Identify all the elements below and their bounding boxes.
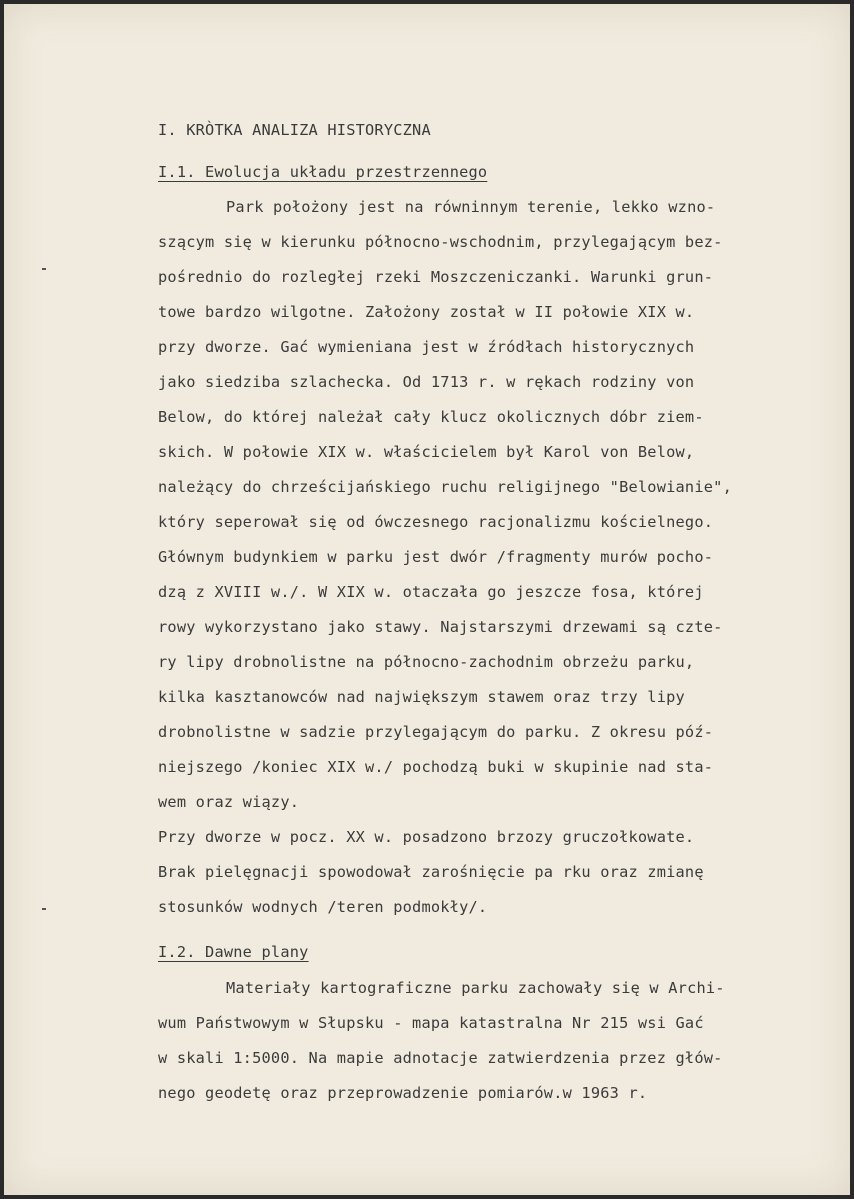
paragraph-line: towe bardzo wilgotne. Założony został w II połowie XIX w. [158,303,695,321]
paragraph-line: rowy wykorzystano jako stawy. Najstarszymi drzewami są czte- [158,618,723,636]
paragraph-line: wem oraz wiązy. [158,793,300,811]
paragraph-line: który seperował się od ówczesnego racjonalizmu kościelnego. [158,513,714,531]
paragraph-line: dzą z XVIII w./. W XIX w. otaczała go jeszcze fosa, której [158,583,704,601]
punch-mark [42,268,46,270]
paragraph-line: szącym się w kierunku północno-wschodnim, przylegającym bez- [158,233,723,251]
paragraph-line: niejszego /koniec XIX w./ pochodzą buki w skupinie nad sta- [158,758,714,776]
document-heading: I. KRÒTKA ANALIZA HISTORYCZNA [158,121,431,139]
paragraph-line: Below, do której należał cały klucz okolicznych dóbr ziem- [158,408,704,426]
section-2-title: I.2. Dawne plany [158,943,309,961]
section-1-title: I.1. Ewolucja układu przestrzennego [158,163,488,181]
paragraph-line: Głównym budynkiem w parku jest dwór /fragmenty murów pocho- [158,548,714,566]
paragraph-line: należący do chrześcijańskiego ruchu religijnego "Belowianie", [158,478,732,496]
paragraph-line: kilka kasztanowców nad największym stawem oraz trzy lipy [158,688,685,706]
paragraph-line: wum Państwowym w Słupsku - mapa katastralna Nr 215 wsi Gać [158,1014,704,1032]
paragraph-line: przy dworze. Gać wymieniana jest w źródłach historycznych [158,338,695,356]
document-page [4,4,850,1195]
paragraph-line: Park położony jest na równinnym terenie, lekko wzno- [226,198,716,216]
punch-mark [42,908,46,910]
paragraph-line: pośrednio do rozległej rzeki Moszczeniczanki. Warunki grun- [158,268,714,286]
paragraph-line: jako siedziba szlachecka. Od 1713 r. w rękach rodziny von [158,373,695,391]
paragraph-line: Materiały kartograficzne parku zachowały się w Archi- [226,979,725,997]
paragraph-line: ry lipy drobnolistne na północno-zachodnim obrzeżu parku, [158,653,695,671]
paragraph-line: stosunków wodnych /teren podmokły/. [158,898,488,916]
paragraph-line: Brak pielęgnacji spowodował zarośnięcie pa rku oraz zmianę [158,863,704,881]
paragraph-line: nego geodetę oraz przeprowadzenie pomiarów.w 1963 r. [158,1084,648,1102]
paragraph-line: w skali 1:5000. Na mapie adnotacje zatwierdzenia przez głów- [158,1049,723,1067]
paragraph-line: skich. W połowie XIX w. właścicielem był Karol von Below, [158,443,695,461]
paragraph-line: Przy dworze w pocz. XX w. posadzono brzozy gruczołkowate. [158,828,695,846]
paragraph-line: drobnolistne w sadzie przylegającym do parku. Z okresu póź- [158,723,714,741]
